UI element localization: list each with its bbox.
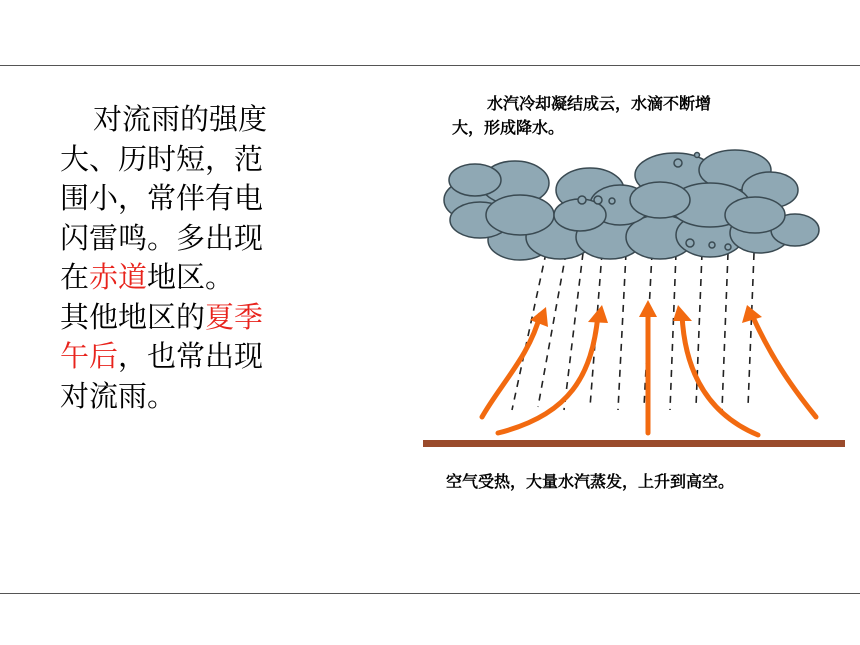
body-line-4: 闪雷鸣。多出现 <box>60 220 264 255</box>
body-line-1: 对流雨的强度 <box>93 102 268 136</box>
ground-line <box>423 440 845 447</box>
body-paragraph <box>60 100 310 416</box>
body-line-3: 围小，常伴有电 <box>60 181 264 215</box>
caption-evaporation: 空气受热，大量水汽蒸发，上升到高空。 <box>446 472 735 491</box>
rising-air-arrows <box>482 313 816 435</box>
cloud-left <box>444 161 554 238</box>
bottom-divider-line <box>0 593 860 594</box>
rain-streaks <box>512 253 754 410</box>
caption-condensation <box>452 92 812 140</box>
body-line-6-pre: 其他地区的 <box>60 299 206 334</box>
arrow-1 <box>482 315 540 417</box>
body-line-5-pre: 在 <box>60 260 90 294</box>
highlight-afternoon: 午后 <box>60 339 119 373</box>
caption-top-line-1: 水汽冷却凝结成云，水滴不断增 <box>487 94 712 113</box>
highlight-equator: 赤道 <box>89 260 148 294</box>
cloud-cluster <box>444 150 819 260</box>
body-line-7-post: ，也常出现 <box>118 339 264 373</box>
body-line-2: 大、历时短，范 <box>60 141 264 176</box>
arrow-5 <box>752 315 816 417</box>
top-divider-line <box>0 65 860 66</box>
body-line-5-post: 地区。 <box>147 260 235 294</box>
body-line-8: 对流雨。 <box>60 378 177 413</box>
caption-top-line-2: 大，形成降水。 <box>452 118 565 137</box>
arrow-4 <box>682 315 758 435</box>
convection-rain-diagram <box>420 145 845 455</box>
highlight-summer: 夏季 <box>205 299 264 334</box>
